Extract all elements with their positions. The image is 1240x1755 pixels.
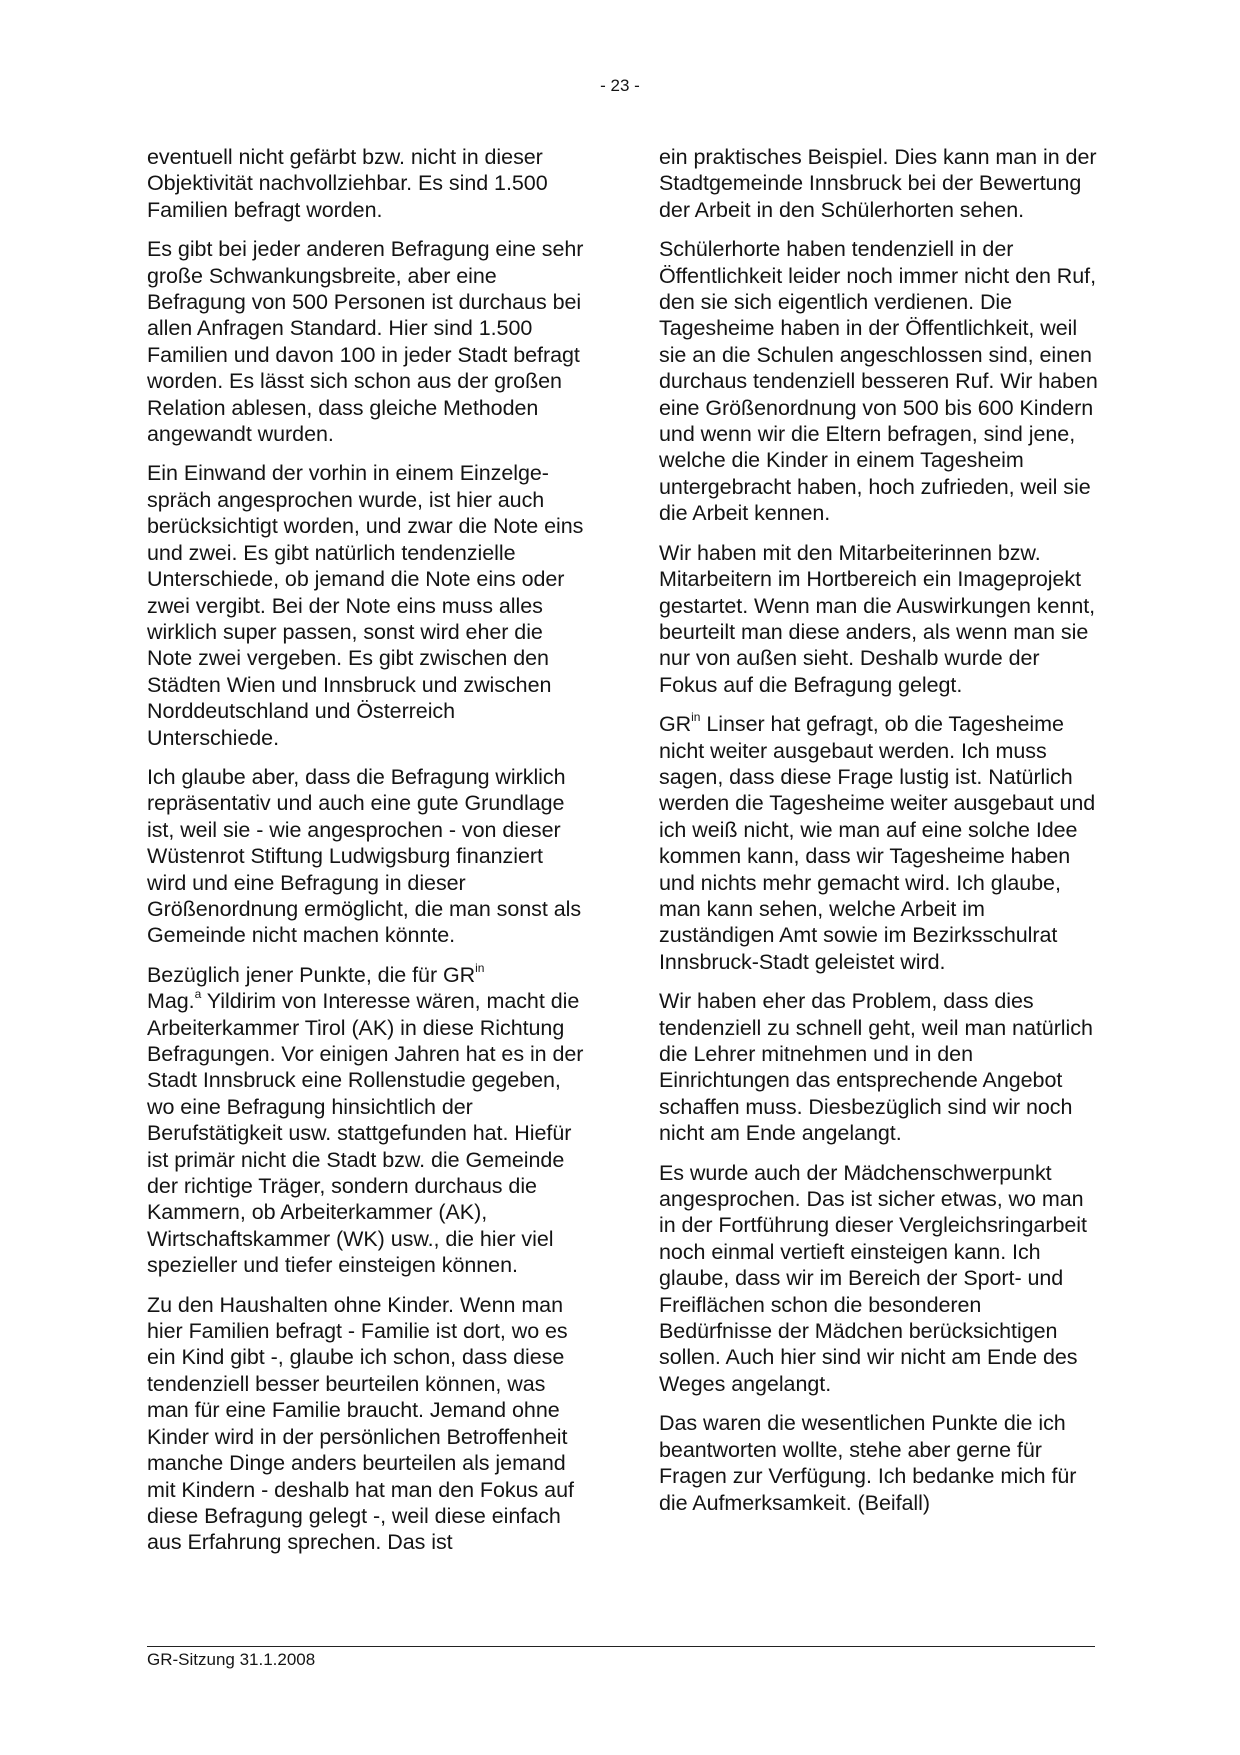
footer-session-date: GR-Sitzung 31.1.2008 xyxy=(147,1650,316,1669)
footer-divider xyxy=(147,1646,1095,1647)
paragraph: Wir haben eher das Problem, dass dies tendenziell zu schnell geht, weil man natürlich die Lehrer mitnehmen und in den Einrichtungen das entsprechende Angebot schaffen muss. Diesbezüglich sind wir noch nicht am Ende angelangt. xyxy=(659,989,1093,1146)
paragraph xyxy=(147,962,587,1279)
left-column xyxy=(147,144,587,1569)
paragraph: Es gibt bei jeder anderen Befragung eine sehr große Schwankungsbreite, aber eine Befragung von 500 Personen ist durchaus bei allen Anfragen Standard. Hier sind 1.500 Familien und davon 100 in jeder Stadt befragt worden. Es lässt sich schon aus der großen Relation ablesen, dass gleiche Methoden angewandt wurden. xyxy=(147,237,584,447)
superscript: in xyxy=(691,709,701,724)
paragraph xyxy=(659,711,1099,975)
text-run: GR xyxy=(659,712,692,737)
paragraph: Es wurde auch der Mädchenschwerpunkt angesprochen. Das ist sicher etwas, wo man in der Fortführung dieser Vergleichsringarbeit noch einmal vertieft einsteigen kann. Ich glaube, dass wir im Bereich der Sport- und Freiflächen schon die besonderen Bedürfnisse der Mädchen berücksichtigen sollen. Auch hier sind wir nicht am Ende des Weges angelangt. xyxy=(659,1160,1087,1396)
text-run: Mag. xyxy=(147,989,195,1014)
text-run: Bezüglich jener Punkte, die für GR xyxy=(147,962,476,987)
paragraph: Zu den Haushalten ohne Kinder. Wenn man hier Familien befragt - Familie ist dort, wo es ein Kind gibt -, glaube ich schon, dass diese tendenziell besser beurteilen können, was man für eine Familie braucht. Jemand ohne Kinder wird in der persönlichen Betroffenheit manche Dinge anders beurteilen als jemand mit Kindern - deshalb hat man den Fokus auf diese Befragung gelegt -, weil diese einfach aus Erfahrung sprechen. Das ist xyxy=(147,1292,574,1555)
right-column xyxy=(659,144,1099,1529)
text-run: Yildirim von Interesse wären, macht die Arbeiterkammer Tirol (AK) in diese Richtung Befragungen. Vor einigen Jahren hat es in der Stadt Innsbruck eine Rollenstudie gegeben, wo eine Befragung hinsichtlich der Berufstätigkeit usw. stattgefunden hat. Hiefür ist primär nicht die Stadt bzw. die Gemeinde der richtige Träger, sondern durchaus die Kammern, ob Arbeiterkammer (AK), Wirtschaftskammer (WK) usw., die hier viel spezieller und tiefer einsteigen können. xyxy=(147,989,584,1278)
paragraph: ein praktisches Beispiel. Dies kann man in der Stadtgemeinde Innsbruck bei der Bewertung der Arbeit in den Schülerhorten sehen. xyxy=(659,145,1097,222)
paragraph: eventuell nicht gefärbt bzw. nicht in dieser Objektivität nachvollziehbar. Es sind 1.500 Familien befragt worden. xyxy=(147,145,548,222)
paragraph: Schülerhorte haben tendenziell in der Öffentlichkeit leider noch immer nicht den Ruf, den sie sich eigentlich verdienen. Die Tagesheime haben in der Öffentlichkeit, weil sie an die Schulen angeschlossen sind, einen durchaus tendenziell besseren Ruf. Wir haben eine Größenordnung von 500 bis 600 Kindern und wenn wir die Eltern befragen, sind jene, welche die Kinder in einem Tagesheim untergebracht haben, hoch zufrieden, weil sie die Arbeit kennen. xyxy=(659,237,1098,526)
paragraph: Das waren die wesentlichen Punkte die ich beantworten wollte, stehe aber gerne für Fragen zur Verfügung. Ich bedanke mich für die Aufmerksamkeit. (Beifall) xyxy=(659,1411,1077,1515)
paragraph: Wir haben mit den Mitarbeiterinnen bzw. Mitarbeitern im Hortbereich ein Imageprojekt gestartet. Wenn man die Auswirkungen kennt, beurteilt man diese anders, als wenn man sie nur von außen sieht. Deshalb wurde der Fokus auf die Befragung gelegt. xyxy=(659,540,1096,697)
text-run: Linser hat gefragt, ob die Tagesheime nicht weiter ausgebaut werden. Ich muss sagen, dass diese Frage lustig ist. Natürlich werden die Tagesheime weiter ausgebaut und ich weiß nicht, wie man auf eine solche Idee kommen kann, dass wir Tagesheime haben und nichts mehr gemacht wird. Ich glaube, man kann sehen, welche Arbeit im zuständigen Amt sowie im Bezirksschulrat Innsbruck-Stadt geleistet wird. xyxy=(659,712,1096,974)
page-number: - 23 - xyxy=(600,76,640,95)
paragraph: Ich glaube aber, dass die Befragung wirklich repräsentativ und auch eine gute Grundlage ist, weil sie - wie angesprochen - von dieser Wüstenrot Stiftung Ludwigsburg finanziert wird und eine Befragung in dieser Größenordnung ermöglicht, die man sonst als Gemeinde nicht machen könnte. xyxy=(147,764,582,948)
paragraph: Ein Einwand der vorhin in einem Einzelgespräch angesprochen wurde, ist hier auch berücksichtigt worden, und zwar die Note eins und zwei. Es gibt natürlich tendenzielle Unterschiede, ob jemand die Note eins oder zwei vergibt. Bei der Note eins muss alles wirklich super passen, sonst wird eher die Note zwei vergeben. Es gibt zwischen den Städten Wien und Innsbruck und zwischen Norddeutschland und Österreich Unterschiede. xyxy=(147,461,584,750)
superscript: in xyxy=(475,960,485,975)
superscript: a xyxy=(194,987,202,1002)
